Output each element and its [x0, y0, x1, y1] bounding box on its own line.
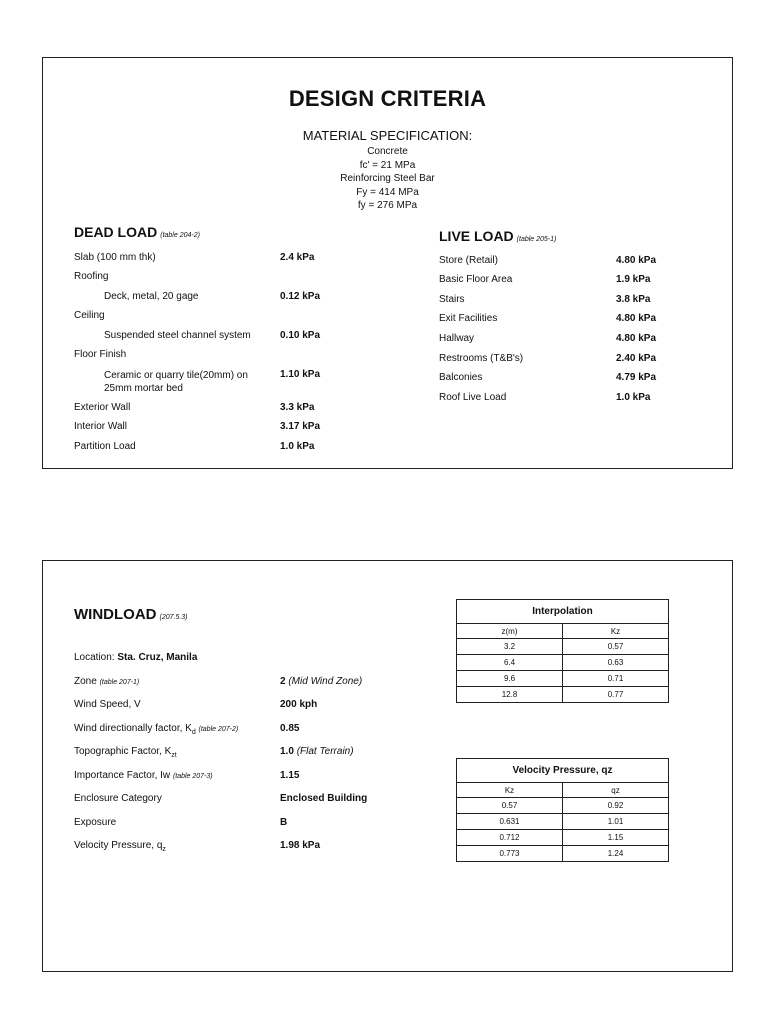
table-cell: 0.712	[457, 830, 563, 846]
dead-load-label: Slab (100 mm thk)	[74, 252, 156, 263]
live-load-label: Store (Retail)	[439, 255, 498, 266]
table-row	[457, 846, 669, 862]
windload-ref: (207.5.3)	[159, 614, 188, 621]
wind-label	[74, 746, 177, 759]
dead-load-label: Suspended steel channel system	[104, 330, 251, 341]
dead-load-label: Exterior Wall	[74, 402, 131, 413]
dead-load-value: 0.10 kPa	[280, 330, 321, 341]
live-load-ref: (table 205-1)	[516, 236, 557, 243]
live-load-label: Balconies	[439, 372, 483, 383]
interpolation-table	[456, 599, 669, 703]
wind-label-text: Velocity Pressure, q	[74, 840, 163, 851]
dead-load-label: Partition Load	[74, 441, 136, 452]
table-cell: 0.71	[563, 671, 669, 687]
dead-load-value: 0.12 kPa	[280, 291, 321, 302]
wind-label	[74, 770, 213, 781]
wind-label: Exposure	[74, 817, 117, 828]
wind-label-text: Zone	[74, 676, 97, 687]
wind-label-sub: zt	[171, 752, 177, 759]
wind-value: 1.98 kPa	[280, 840, 321, 851]
wind-value-note: (Mid Wind Zone)	[288, 676, 363, 687]
wind-value: 200 kph	[280, 699, 318, 710]
live-load-label: Hallway	[439, 333, 475, 344]
dead-load-label: Roofing	[74, 271, 109, 282]
table-cell: 9.6	[457, 671, 563, 687]
live-load-value: 4.79 kPa	[616, 372, 657, 383]
material-line: Reinforcing Steel Bar	[340, 173, 435, 184]
wind-label-sub: d	[191, 729, 196, 736]
wind-label-ref: (table 207-3)	[172, 773, 213, 780]
velocity-title: Velocity Pressure, qz	[457, 759, 669, 783]
table-cell: 1.24	[563, 846, 669, 862]
wind-label-text: Importance Factor, Iw	[74, 770, 171, 781]
dead-load-label: Interior Wall	[74, 421, 127, 432]
wind-label: Wind Speed, V	[74, 699, 141, 710]
wind-value: 0.85	[280, 723, 300, 734]
table-cell: 0.63	[563, 655, 669, 671]
wind-label-text: Topographic Factor, K	[74, 746, 172, 757]
wind-label-text: Wind directionally factor, K	[74, 723, 192, 734]
dead-load-heading	[74, 224, 200, 240]
location-value: Sta. Cruz, Manila	[117, 652, 198, 663]
table-cell: 12.8	[457, 687, 563, 703]
live-load-value: 4.80 kPa	[616, 333, 657, 344]
table-cell: 0.631	[457, 814, 563, 830]
wind-label	[74, 723, 238, 736]
table-cell: 0.57	[563, 639, 669, 655]
wind-value	[280, 676, 362, 687]
wind-value: B	[280, 817, 288, 828]
live-load-value: 4.80 kPa	[616, 255, 657, 266]
material-line: Fy = 414 MPa	[356, 186, 419, 198]
wind-label-ref: (table 207-2)	[198, 726, 239, 733]
dead-load-label: Deck, metal, 20 gage	[104, 291, 199, 302]
wind-label-sub: z	[162, 846, 166, 853]
table-cell: 1.15	[563, 830, 669, 846]
live-load-heading	[439, 228, 556, 244]
dead-load-label: Ceiling	[74, 310, 105, 321]
table-row	[457, 639, 669, 655]
table-cell: 6.4	[457, 655, 563, 671]
table-row	[457, 814, 669, 830]
interpolation-title: Interpolation	[457, 600, 669, 624]
dead-load-ref: (table 204-2)	[160, 232, 200, 239]
wind-label: Enclosure Category	[74, 793, 162, 804]
wind-value-text: 1.0	[280, 746, 294, 757]
live-load-label: Restrooms (T&B's)	[439, 353, 524, 364]
material-line: Concrete	[367, 146, 408, 157]
interpolation-col-header: z(m)	[457, 624, 563, 639]
table-cell: 0.773	[457, 846, 563, 862]
wind-value: 1.15	[280, 770, 300, 781]
velocity-col-header: qz	[563, 783, 669, 798]
table-cell: 0.92	[563, 798, 669, 814]
dead-load-value: 1.0 kPa	[280, 441, 315, 452]
table-cell: 3.2	[457, 639, 563, 655]
dead-load-title: DEAD LOAD	[74, 224, 158, 240]
windload-panel	[42, 560, 733, 972]
location-row	[74, 652, 197, 663]
dead-load-label: Ceramic or quarry tile(20mm) on 25mm mortar bed	[104, 370, 248, 394]
live-load-value: 3.8 kPa	[616, 294, 651, 305]
table-row	[457, 798, 669, 814]
table-row	[457, 655, 669, 671]
live-load-label: Exit Facilities	[439, 313, 498, 324]
material-line: fc' = 21 MPa	[359, 159, 416, 171]
windload-title: WINDLOAD	[74, 606, 157, 623]
design-criteria-panel	[42, 57, 733, 469]
material-spec-heading: MATERIAL SPECIFICATION:	[302, 128, 473, 143]
material-line: fy = 276 MPa	[357, 200, 418, 211]
wind-label	[74, 840, 166, 853]
live-load-label: Roof Live Load	[439, 392, 507, 403]
dead-load-value: 2.4 kPa	[280, 252, 315, 263]
live-load-value: 2.40 kPa	[616, 353, 657, 364]
table-row	[457, 671, 669, 687]
table-row	[457, 687, 669, 703]
live-load-value: 4.80 kPa	[616, 313, 657, 324]
table-cell: 1.01	[563, 814, 669, 830]
wind-value: Enclosed Building	[280, 793, 368, 804]
velocity-pressure-table	[456, 758, 669, 862]
live-load-title: LIVE LOAD	[439, 228, 514, 244]
dead-load-label: Floor Finish	[74, 349, 127, 360]
wind-label	[74, 676, 139, 687]
wind-value-text: 2	[280, 676, 286, 687]
dead-load-value: 1.10 kPa	[280, 369, 321, 380]
location-label: Location:	[74, 652, 115, 663]
live-load-label: Stairs	[439, 294, 465, 305]
wind-label-ref: (table 207-1)	[99, 679, 140, 686]
velocity-col-header: Kz	[457, 783, 563, 798]
dead-load-value: 3.17 kPa	[280, 421, 321, 432]
table-cell: 0.57	[457, 798, 563, 814]
dead-load-value: 3.3 kPa	[280, 402, 315, 413]
table-cell: 0.77	[563, 687, 669, 703]
material-spec-lines	[43, 145, 732, 213]
live-load-value: 1.9 kPa	[616, 274, 651, 285]
live-load-value: 1.0 kPa	[616, 392, 651, 403]
wind-value	[280, 746, 354, 757]
interpolation-col-header: Kz	[563, 624, 669, 639]
page-title: DESIGN CRITERIA	[288, 86, 487, 111]
windload-heading	[74, 606, 188, 623]
table-row	[457, 830, 669, 846]
wind-value-note: (Flat Terrain)	[296, 746, 354, 757]
live-load-label: Basic Floor Area	[439, 274, 513, 285]
